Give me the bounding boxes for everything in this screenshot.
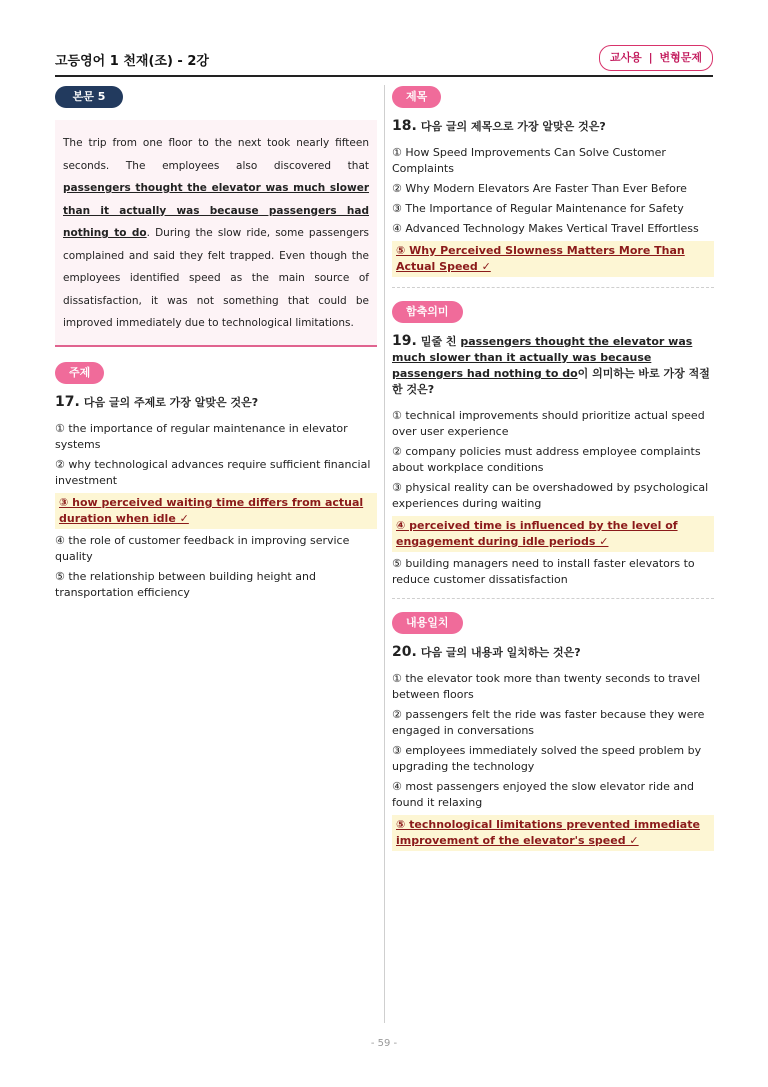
q20-tag: 내용일치	[392, 612, 463, 634]
q18-option-4: ④ Advanced Technology Makes Vertical Travel Effortless	[392, 222, 699, 235]
q18-tag: 제목	[392, 86, 441, 108]
passage-text-end: . During the slow ride, some passengers complained and said they felt trapped. Even though the employees identified speed as the main source of dissatisfaction, it was not something that could be improved immediately due to technological limitations.	[63, 227, 369, 329]
q20-section	[392, 598, 714, 851]
q20-question-text: 다음 글의 내용과 일치하는 것은?	[420, 646, 581, 659]
q19-question	[392, 333, 714, 398]
q19-section	[392, 287, 714, 588]
q20-option-1: ① the elevator took more than twenty seconds to travel between floors	[392, 672, 701, 701]
q18-option-2: ② Why Modern Elevators Are Faster Than Ever Before	[392, 182, 687, 195]
q19-option-4-answer: ④ perceived time is influenced by the level of engagement during idle periods ✓	[392, 516, 714, 552]
badge-separator: |	[648, 51, 653, 64]
q19-options	[392, 408, 714, 588]
q20-option-5-answer: ⑤ technological limitations prevented immediate improvement of the elevator's speed ✓	[392, 815, 714, 851]
q17-number: 17.	[55, 393, 80, 410]
left-column	[55, 85, 377, 605]
q17-tag: 주제	[55, 362, 104, 384]
q17-question-text: 다음 글의 주제로 가장 알맞은 것은?	[83, 395, 259, 409]
page-number: - 59 -	[370, 1038, 398, 1049]
q18-options	[392, 145, 714, 277]
badge-type-label: 변형문제	[659, 51, 702, 64]
q20-question	[392, 644, 714, 661]
q18-number: 18.	[392, 118, 417, 134]
q18-option-3: ③ The Importance of Regular Maintenance for Safety	[392, 202, 684, 215]
q20-number: 20.	[392, 644, 417, 660]
column-divider	[384, 85, 385, 1023]
q19-tag: 함축의미	[392, 301, 463, 323]
q19-underlined-phrase: passengers thought the elevator was much slower than it actually was because passengers had nothing to do	[392, 335, 693, 380]
q20-option-3: ③ employees immediately solved the speed problem by upgrading the technology	[392, 744, 702, 773]
document-title: 고등영어 1 천재(조) - 2강	[55, 54, 209, 69]
q18-question	[392, 118, 714, 135]
q17-question	[55, 394, 377, 411]
q17-options	[55, 421, 377, 601]
page-header	[55, 42, 713, 77]
q17-option-1: ① the importance of regular maintenance in elevator systems	[55, 421, 348, 451]
q19-option-2: ② company policies must address employee complaints about workplace conditions	[392, 445, 701, 474]
passage-text-start: The trip from one floor to the next took nearly fifteen seconds. The employees also discovered that	[63, 137, 369, 172]
q19-option-1: ① technical improvements should prioritize actual speed over user experience	[392, 409, 705, 438]
q17-option-3-answer: ③ how perceived waiting time differs from actual duration when idle ✓	[55, 493, 377, 529]
q20-option-2: ② passengers felt the ride was faster because they were engaged in conversations	[392, 708, 705, 737]
q17-option-4: ④ the role of customer feedback in improving service quality	[55, 533, 350, 563]
q18-option-5-answer: ⑤ Why Perceived Slowness Matters More Than Actual Speed ✓	[392, 241, 714, 277]
passage-underlined-text: passengers thought the elevator was much slower than it actually was because passengers had nothing to do	[63, 182, 369, 239]
teacher-edition-badge	[599, 45, 713, 71]
q19-question-pre: 밑줄 친	[420, 335, 461, 348]
q18-question-text: 다음 글의 제목으로 가장 알맞은 것은?	[420, 120, 606, 133]
q19-question-post: 이 의미하는 바로 가장 적절한 것은?	[392, 367, 710, 396]
q19-option-5: ⑤ building managers need to install faster elevators to reduce customer dissatisfaction	[392, 557, 695, 586]
badge-teacher-label: 교사용	[609, 51, 642, 64]
right-column	[392, 85, 714, 855]
q18-option-1: ① How Speed Improvements Can Solve Customer Complaints	[392, 146, 666, 175]
q17-option-5: ⑤ the relationship between building height and transportation efficiency	[55, 569, 316, 599]
q19-option-3: ③ physical reality can be overshadowed by psychological experiences during waiting	[392, 481, 709, 510]
q19-number: 19.	[392, 333, 417, 349]
q20-option-4: ④ most passengers enjoyed the slow elevator ride and found it relaxing	[392, 780, 695, 809]
passage-box	[55, 120, 377, 347]
q17-option-2: ② why technological advances require sufficient financial investment	[55, 457, 371, 487]
passage-tag: 본문 5	[55, 86, 123, 108]
q20-options	[392, 671, 714, 851]
